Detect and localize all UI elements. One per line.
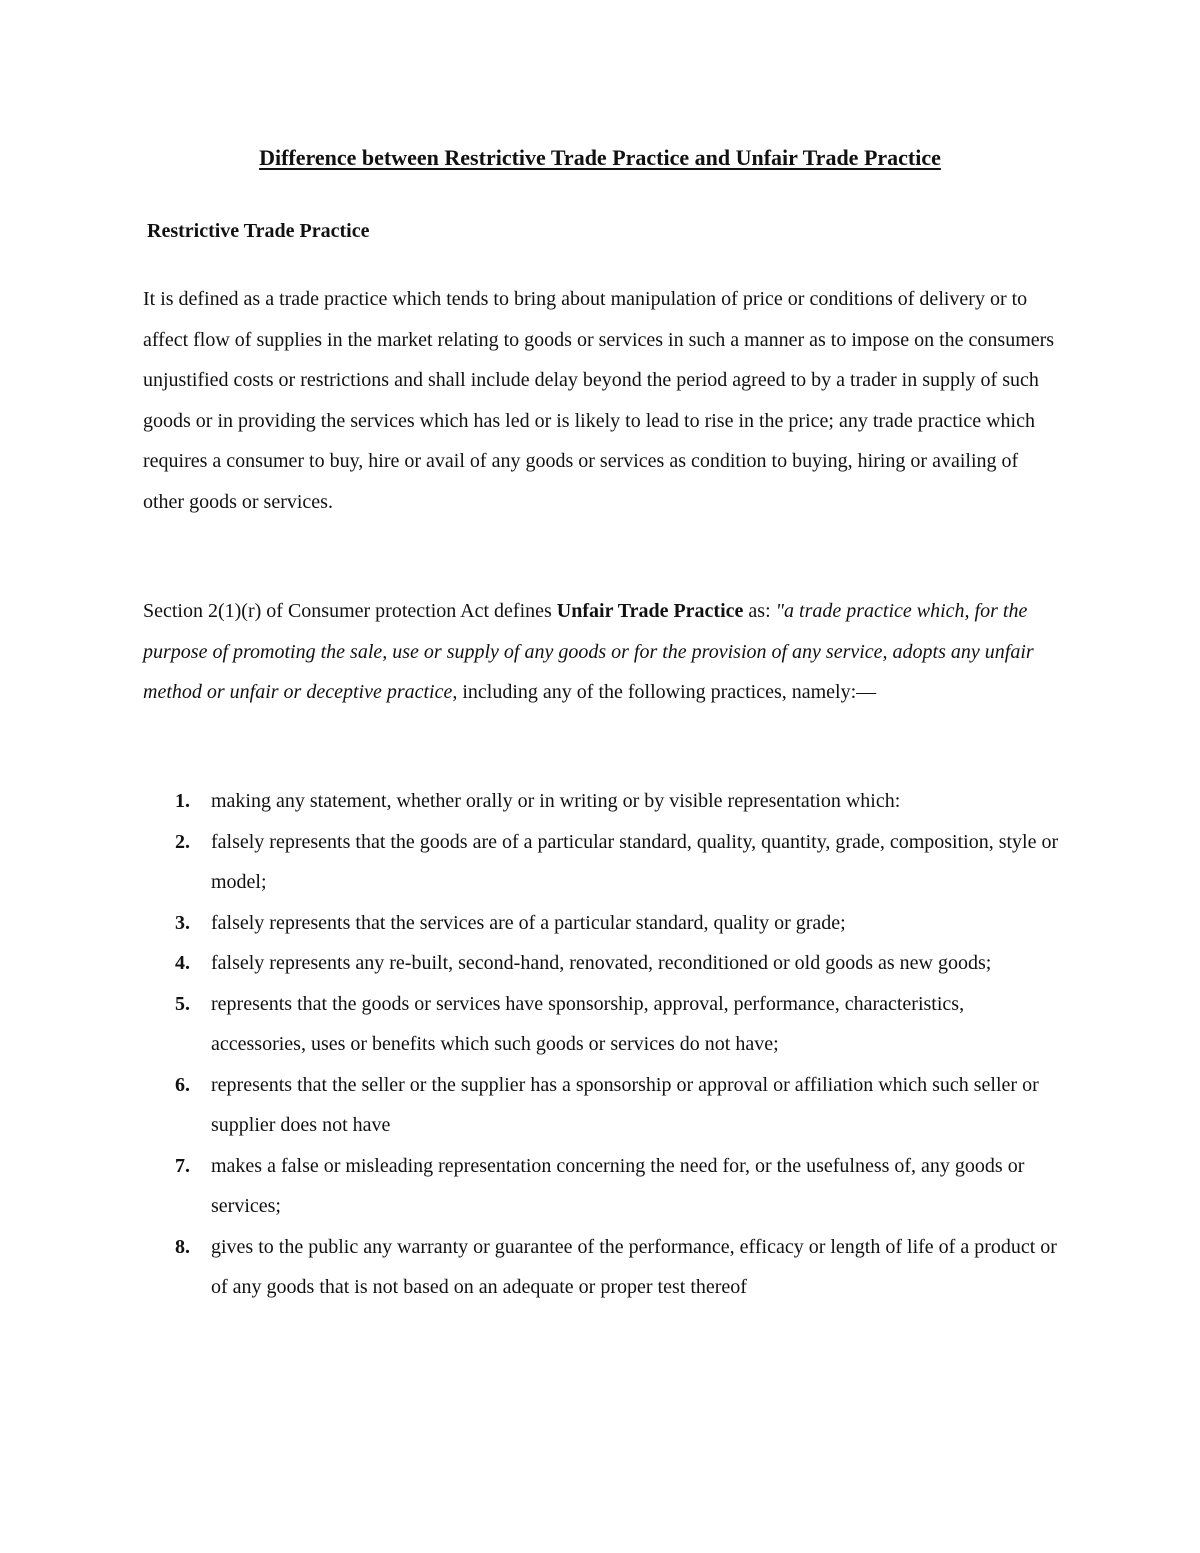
paragraph-rest: , including any of the following practices, namely:— <box>452 681 877 703</box>
unfair-trade-paragraph <box>143 591 1063 713</box>
list-item-number: 2. <box>175 830 190 853</box>
section-heading: Restrictive Trade Practice <box>147 220 370 242</box>
defined-term: Unfair Trade Practice <box>556 600 744 622</box>
list-item-text: falsely represents any re-built, second-hand, renovated, reconditioned or old goods as new goods; <box>211 952 992 974</box>
paragraph-as: as: <box>743 600 776 622</box>
list-item <box>143 781 1063 822</box>
list-item <box>143 822 1063 903</box>
list-item-number: 4. <box>175 952 190 974</box>
list-item <box>143 1065 1063 1146</box>
list-item-number: 6. <box>175 1073 190 1096</box>
list-item <box>143 1227 1063 1308</box>
list-item-number: 8. <box>175 1235 190 1258</box>
list-item-text: makes a false or misleading representation concerning the need for, or the usefulness of, any goods or services; <box>211 1154 1025 1217</box>
list-item <box>143 903 1063 944</box>
list-item <box>143 1146 1063 1227</box>
list-item-text: falsely represents that the services are of a particular standard, quality or grade; <box>211 911 846 934</box>
list-item-number: 1. <box>175 790 190 812</box>
list-item-text: making any statement, whether orally or in writing or by visible representation which: <box>211 790 901 812</box>
list-item-number: 5. <box>175 992 190 1015</box>
list-item-text: gives to the public any warranty or guarantee of the performance, efficacy or length of life of a product or of any goods that is not based on an adequate or proper test thereof <box>211 1235 1057 1298</box>
list-item-number: 7. <box>175 1154 190 1177</box>
list-item-text: represents that the seller or the supplier has a sponsorship or approval or affiliation which such seller or supplier does not have <box>211 1073 1039 1136</box>
list-item-text: falsely represents that the goods are of a particular standard, quality, quantity, grade, composition, style or model; <box>211 830 1059 893</box>
list-item-text: represents that the goods or services have sponsorship, approval, performance, characteristics, accessories, uses or benefits which such goods or services do not have; <box>211 992 965 1055</box>
list-item <box>143 943 1063 984</box>
paragraph-intro: Section 2(1)(r) of Consumer protection Act defines <box>143 600 557 622</box>
practices-list <box>143 781 1063 1308</box>
definition-quote: "a trade practice which, for the purpose of promoting the sale, use or supply of any goods or for the provision of any service, adopts any unfair method or unfair or deceptive practice <box>143 600 1034 703</box>
list-item-number: 3. <box>175 911 190 934</box>
document-title: Difference between Restrictive Trade Practice and Unfair Trade Practice <box>259 145 941 170</box>
definition-paragraph: It is defined as a trade practice which tends to bring about manipulation of price or conditions of delivery or to affect flow of supplies in the market relating to goods or services in such a manner as to impose on the consumers unjustified costs or restrictions and shall include delay beyond the period agreed to by a trader in supply of such goods or in providing the services which has led or is likely to lead to rise in the price; any trade practice which requires a consumer to buy, hire or avail of any goods or services as condition to buying, hiring or availing of other goods or services. <box>143 288 1055 513</box>
list-item <box>143 984 1063 1065</box>
